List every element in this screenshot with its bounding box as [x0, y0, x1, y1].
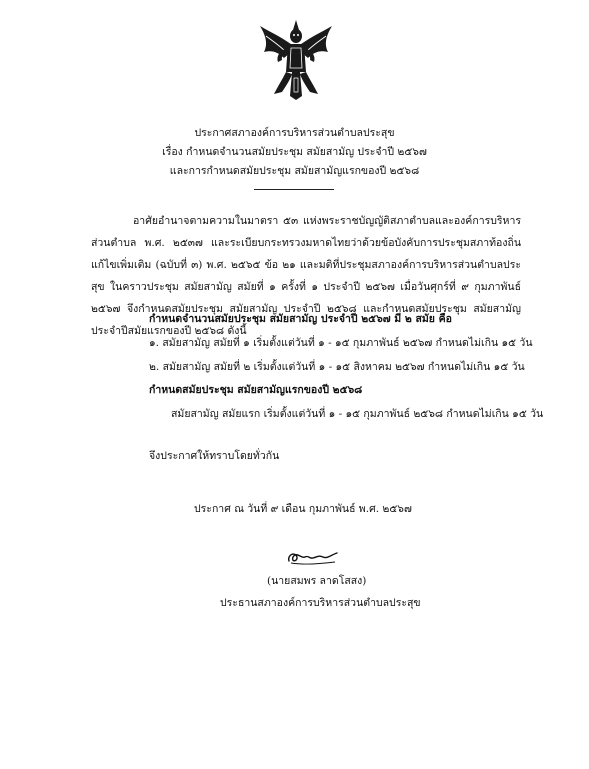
signer-position: ประธานสภาองค์การบริหารส่วนตำบลประสุข	[220, 597, 421, 609]
list-item-3: สมัยสามัญ สมัยแรก เริ่มตั้งแต่วันที่ ๑ - ๑๕ กุมภาพันธ์ ๒๕๖๘ กำหนดไม่เกิน ๑๕ วัน	[171, 408, 544, 420]
section-1-title: กำหนดจำนวนสมัยประชุม สมัยสามัญ ประจำปี ๒๕๖๗ มี ๒ สมัย คือ	[149, 313, 452, 325]
body-paragraph-1: อาศัยอำนาจตามความในมาตรา ๕๓ แห่งพระราชบัญญัติสภาตำบลและองค์การบริหารส่วนตำบล พ.ศ. ๒๕๓๗ และระเบียบกระทรวงมหาดไทยว่าด้วยข้อบังคับการประชุมสภาท้องถิ่น แก้ไขเพิ่มเติม (ฉบับที่ ๓) พ.ศ. ๒๕๖๕ ข้อ ๒๑ และมติที่ประชุมสภาองค์การบริหารส่วนตำบลประสุข ในคราวประชุม สมัยสามัญ สมัยที่ ๑ ครั้งที่ ๑ ประจำปี ๒๕๖๗ เมื่อวันศุกร์ที่ ๙ กุมภาพันธ์ ๒๕๖๗ จึงกำหนดสมัยประชุม สมัยสามัญ ประจำปี ๒๕๖๘ และกำหนดสมัยประชุม สมัยสามัญ ประจำปีสมัยแรกของปี ๒๕๖๘ ดังนี้	[91, 215, 521, 337]
list-item-1: ๑. สมัยสามัญ สมัยที่ ๑ เริ่มตั้งแต่วันที่ ๑ - ๑๕ กุมภาพันธ์ ๒๕๖๗ กำหนดไม่เกิน ๑๕ วัน	[149, 337, 533, 349]
signer-name: (นายสมพร ลาดโสสง)	[267, 575, 367, 587]
closing-statement: จึงประกาศให้ทราบโดยทั่วกัน	[149, 450, 280, 462]
date-line: ประกาศ ณ วันที่ ๙ เดือน กุมภาพันธ์ พ.ศ. ๒๕๖๗	[194, 503, 412, 515]
list-item-2: ๒. สมัยสามัญ สมัยที่ ๒ เริ่มตั้งแต่วันที่ ๑ - ๑๕ สิงหาคม ๒๕๖๗ กำหนดไม่เกิน ๑๕ วัน	[149, 361, 525, 373]
section-2-title: กำหนดสมัยประชุม สมัยสามัญแรกของปี ๒๕๖๘	[149, 384, 363, 396]
header-divider	[254, 189, 334, 190]
header-subject: เรื่อง กำหนดจำนวนสมัยประชุม สมัยสามัญ ประจำปี ๒๕๖๗	[162, 146, 427, 158]
header-line-1: ประกาศสภาองค์การบริหารส่วนตำบลประสุข	[194, 127, 395, 139]
signature-image	[283, 545, 343, 569]
header-line-3: และการกำหนดสมัยประชุม สมัยสามัญแรกของปี ๒๕๖๘	[169, 165, 420, 177]
garuda-emblem-icon	[256, 18, 336, 100]
